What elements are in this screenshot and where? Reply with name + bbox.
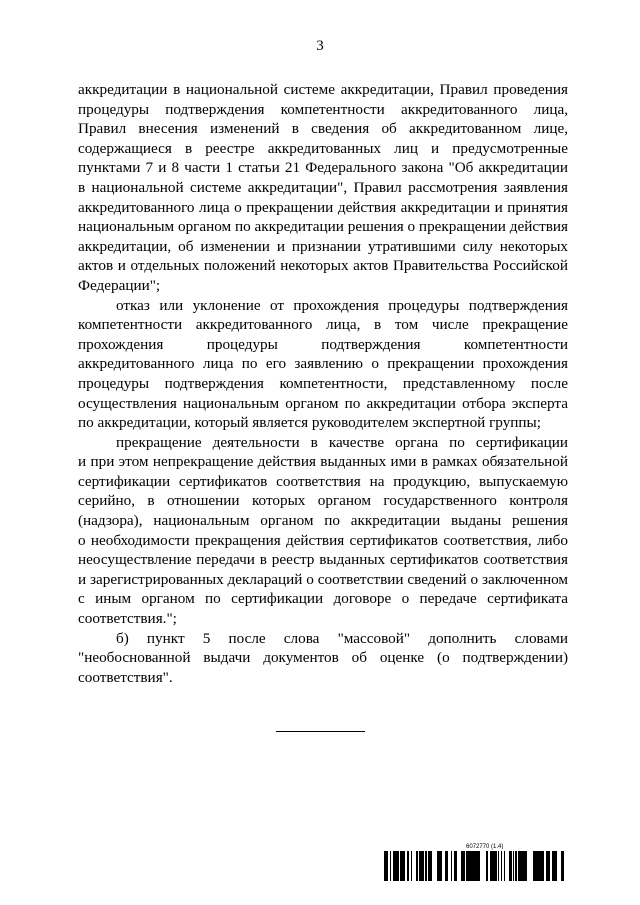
text-line: в национальной системе аккредитации", Правил рассмотрения заявления	[78, 178, 568, 196]
text-line: аккредитованного лица по его заявлению о прекращении прохождения	[78, 355, 568, 373]
text-line: осуществления национальным органом по аккредитации отбора эксперта	[78, 394, 568, 412]
text-line: прекращение деятельности в качестве органа по сертификации	[116, 433, 568, 451]
text-line: процедуры подтверждения компетентности аккредитованного лица,	[78, 100, 568, 118]
text-line: по аккредитации, который является руководителем экспертной группы;	[78, 414, 541, 432]
text-line: процедуры подтверждения компетентности, представленному после	[78, 374, 568, 392]
text-line: серийно, в отношении которых органом государственного контроля	[78, 492, 568, 510]
text-line: (надзора), национальным органом по аккредитации выданы решения	[78, 512, 568, 530]
text-line: и зарегистрированных деклараций о соответствии сведений о заключенном	[78, 570, 568, 588]
end-separator-line	[276, 731, 365, 732]
text-line: о необходимости прекращения действия сертификатов соответствия, либо	[78, 531, 568, 549]
barcode-icon	[384, 851, 567, 881]
text-line: аккредитованного лица о прекращении действия аккредитации и принятия	[78, 198, 568, 216]
text-line: содержащиеся в реестре аккредитованных лиц и предусмотренные	[78, 139, 568, 157]
text-line: с иным органом по сертификации договоре о передаче сертификата	[78, 590, 568, 608]
text-line: аккредитации, об изменении и признании утратившими силу некоторых	[78, 237, 568, 255]
text-line: неосуществление передачи в реестр выданных сертификатов соответствия	[78, 551, 568, 569]
text-line: и при этом непрекращение действия выданных ими в рамках обязательной	[78, 453, 568, 471]
text-line: аккредитации в национальной системе аккредитации, Правил проведения	[78, 81, 568, 98]
text-line: "необоснованной выдачи документов об оценке (о подтверждении)	[78, 649, 568, 667]
text-line: соответствия".	[78, 668, 173, 686]
text-line: сертификации сертификатов соответствия на продукцию, выпускаемую	[78, 472, 568, 490]
text-line: компетентности аккредитованного лица, в том числе прекращение	[78, 316, 568, 334]
document-code: 6072770 (1.4)	[466, 844, 504, 850]
text-line: Правил внесения изменений в сведения об аккредитованном лице,	[78, 120, 568, 138]
text-line: б) пункт 5 после слова "массовой" дополнить словами	[116, 629, 568, 647]
text-line: Федерации";	[78, 276, 161, 294]
page-number: 3	[316, 38, 324, 54]
text-line: национальным органом по аккредитации решения о прекращении действия	[78, 218, 568, 236]
text-line: отказ или уклонение от прохождения процедуры подтверждения	[116, 296, 568, 314]
document-body	[78, 80, 568, 687]
text-line: пунктами 7 и 8 части 1 статьи 21 Федерального закона "Об аккредитации	[78, 159, 568, 177]
text-line: прохождения процедуры подтверждения компетентности	[78, 335, 568, 353]
text-line: актов и отдельных положений некоторых актов Правительства Российской	[78, 257, 568, 275]
text-line: соответствия.";	[78, 610, 177, 628]
